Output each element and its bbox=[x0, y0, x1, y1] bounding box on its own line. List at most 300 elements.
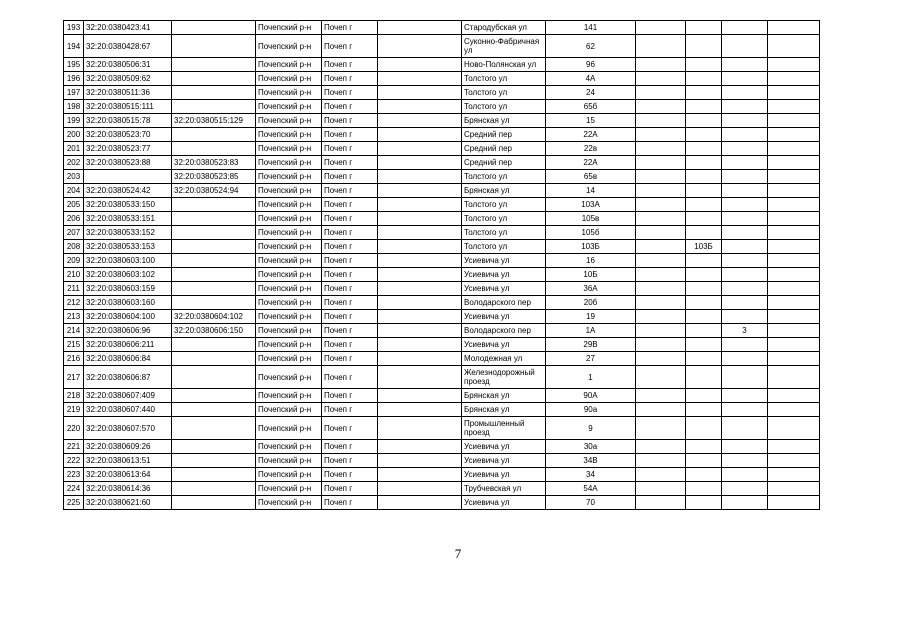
district-cell: Почепский р-н bbox=[256, 496, 322, 510]
empty-cell-cell bbox=[636, 310, 686, 324]
house-number-cell: 22в bbox=[546, 142, 636, 156]
empty-cell-cell bbox=[768, 389, 820, 403]
street-cell: Средний пер bbox=[462, 156, 546, 170]
empty-cell-cell bbox=[768, 184, 820, 198]
empty-cell-cell bbox=[378, 21, 462, 35]
empty-cell-cell bbox=[636, 282, 686, 296]
city-cell: Почеп г bbox=[322, 454, 378, 468]
empty-cell-cell bbox=[378, 128, 462, 142]
extra-value-cell bbox=[686, 142, 722, 156]
row-number-cell: 202 bbox=[64, 156, 84, 170]
house-number-cell: 14 bbox=[546, 184, 636, 198]
related-cadastral-number-cell bbox=[172, 100, 256, 114]
empty-cell-cell bbox=[768, 366, 820, 389]
cadastral-number-cell: 32:20:0380428:67 bbox=[84, 35, 172, 58]
table-row bbox=[64, 21, 820, 35]
city-cell: Почеп г bbox=[322, 324, 378, 338]
related-cadastral-number-cell: 32:20:0380524:94 bbox=[172, 184, 256, 198]
cadastral-number-cell: 32:20:0380423:41 bbox=[84, 21, 172, 35]
empty-cell-cell bbox=[636, 198, 686, 212]
related-cadastral-number-cell bbox=[172, 389, 256, 403]
cadastral-number-cell: 32:20:0380603:102 bbox=[84, 268, 172, 282]
cadastral-number-cell: 32:20:0380606:211 bbox=[84, 338, 172, 352]
city-cell: Почеп г bbox=[322, 403, 378, 417]
city-cell: Почеп г bbox=[322, 212, 378, 226]
related-cadastral-number-cell: 32:20:0380515:129 bbox=[172, 114, 256, 128]
table-row bbox=[64, 142, 820, 156]
extra-value-cell bbox=[686, 170, 722, 184]
extra-value-cell bbox=[722, 282, 768, 296]
empty-cell-cell bbox=[636, 170, 686, 184]
empty-cell-cell bbox=[378, 310, 462, 324]
table-row bbox=[64, 184, 820, 198]
city-cell: Почеп г bbox=[322, 114, 378, 128]
cadastral-number-cell: 32:20:0380533:151 bbox=[84, 212, 172, 226]
related-cadastral-number-cell: 32:20:0380604:102 bbox=[172, 310, 256, 324]
street-cell: Брянская ул bbox=[462, 403, 546, 417]
row-number-cell: 196 bbox=[64, 72, 84, 86]
empty-cell-cell bbox=[378, 496, 462, 510]
street-cell: Железнодорожный проезд bbox=[462, 366, 546, 389]
empty-cell-cell bbox=[768, 212, 820, 226]
house-number-cell: 90А bbox=[546, 389, 636, 403]
empty-cell-cell bbox=[378, 198, 462, 212]
extra-value-cell bbox=[722, 35, 768, 58]
related-cadastral-number-cell bbox=[172, 403, 256, 417]
empty-cell-cell bbox=[636, 496, 686, 510]
empty-cell-cell bbox=[768, 454, 820, 468]
street-cell: Трубчевская ул bbox=[462, 482, 546, 496]
district-cell: Почепский р-н bbox=[256, 198, 322, 212]
extra-value-cell bbox=[722, 184, 768, 198]
street-cell: Средний пер bbox=[462, 128, 546, 142]
extra-value-cell bbox=[686, 156, 722, 170]
street-cell: Стародубская ул bbox=[462, 21, 546, 35]
extra-value-cell bbox=[722, 226, 768, 240]
city-cell: Почеп г bbox=[322, 35, 378, 58]
cadastral-number-cell: 32:20:0380511:36 bbox=[84, 86, 172, 100]
empty-cell-cell bbox=[378, 417, 462, 440]
empty-cell-cell bbox=[636, 72, 686, 86]
district-cell: Почепский р-н bbox=[256, 482, 322, 496]
cadastral-number-cell: 32:20:0380613:51 bbox=[84, 454, 172, 468]
extra-value-cell bbox=[686, 282, 722, 296]
empty-cell-cell bbox=[768, 417, 820, 440]
row-number-cell: 203 bbox=[64, 170, 84, 184]
district-cell: Почепский р-н bbox=[256, 338, 322, 352]
city-cell: Почеп г bbox=[322, 156, 378, 170]
house-number-cell: 1А bbox=[546, 324, 636, 338]
row-number-cell: 220 bbox=[64, 417, 84, 440]
street-cell: Усиевича ул bbox=[462, 440, 546, 454]
empty-cell-cell bbox=[636, 156, 686, 170]
extra-value-cell bbox=[722, 142, 768, 156]
empty-cell-cell bbox=[768, 324, 820, 338]
row-number-cell: 222 bbox=[64, 454, 84, 468]
empty-cell-cell bbox=[768, 338, 820, 352]
extra-value-cell bbox=[722, 403, 768, 417]
row-number-cell: 206 bbox=[64, 212, 84, 226]
house-number-cell: 96 bbox=[546, 58, 636, 72]
cadastral-number-cell: 32:20:0380607:409 bbox=[84, 389, 172, 403]
cadastral-number-cell: 32:20:0380533:152 bbox=[84, 226, 172, 240]
empty-cell-cell bbox=[636, 226, 686, 240]
extra-value-cell bbox=[686, 184, 722, 198]
empty-cell-cell bbox=[636, 142, 686, 156]
related-cadastral-number-cell bbox=[172, 352, 256, 366]
street-cell: Молодежная ул bbox=[462, 352, 546, 366]
empty-cell-cell bbox=[378, 440, 462, 454]
related-cadastral-number-cell bbox=[172, 128, 256, 142]
empty-cell-cell bbox=[636, 21, 686, 35]
extra-value-cell bbox=[686, 268, 722, 282]
city-cell: Почеп г bbox=[322, 142, 378, 156]
cadastral-number-cell: 32:20:0380609:26 bbox=[84, 440, 172, 454]
empty-cell-cell bbox=[768, 226, 820, 240]
table-row bbox=[64, 403, 820, 417]
extra-value-cell bbox=[722, 72, 768, 86]
table-row bbox=[64, 389, 820, 403]
district-cell: Почепский р-н bbox=[256, 142, 322, 156]
empty-cell-cell bbox=[636, 403, 686, 417]
empty-cell-cell bbox=[636, 454, 686, 468]
district-cell: Почепский р-н bbox=[256, 468, 322, 482]
empty-cell-cell bbox=[636, 240, 686, 254]
cadastral-number-cell: 32:20:0380506:31 bbox=[84, 58, 172, 72]
house-number-cell: 141 bbox=[546, 21, 636, 35]
table-row bbox=[64, 86, 820, 100]
empty-cell-cell bbox=[768, 352, 820, 366]
cadastral-number-cell: 32:20:0380533:150 bbox=[84, 198, 172, 212]
street-cell: Усиевича ул bbox=[462, 310, 546, 324]
extra-value-cell bbox=[686, 403, 722, 417]
house-number-cell: 70 bbox=[546, 496, 636, 510]
extra-value-cell bbox=[722, 366, 768, 389]
empty-cell-cell bbox=[378, 254, 462, 268]
row-number-cell: 193 bbox=[64, 21, 84, 35]
empty-cell-cell bbox=[378, 184, 462, 198]
extra-value-cell bbox=[686, 338, 722, 352]
table-row bbox=[64, 240, 820, 254]
row-number-cell: 223 bbox=[64, 468, 84, 482]
empty-cell-cell bbox=[378, 240, 462, 254]
city-cell: Почеп г bbox=[322, 100, 378, 114]
table-row bbox=[64, 35, 820, 58]
house-number-cell: 30а bbox=[546, 440, 636, 454]
city-cell: Почеп г bbox=[322, 366, 378, 389]
cadastral-number-cell: 32:20:0380607:570 bbox=[84, 417, 172, 440]
empty-cell-cell bbox=[768, 21, 820, 35]
street-cell: Усиевича ул bbox=[462, 454, 546, 468]
empty-cell-cell bbox=[636, 389, 686, 403]
empty-cell-cell bbox=[768, 114, 820, 128]
empty-cell-cell bbox=[768, 403, 820, 417]
empty-cell-cell bbox=[378, 324, 462, 338]
cadastral-number-cell: 32:20:0380515:111 bbox=[84, 100, 172, 114]
empty-cell-cell bbox=[636, 35, 686, 58]
house-number-cell: 36А bbox=[546, 282, 636, 296]
district-cell: Почепский р-н bbox=[256, 366, 322, 389]
row-number-cell: 195 bbox=[64, 58, 84, 72]
street-cell: Толстого ул bbox=[462, 72, 546, 86]
city-cell: Почеп г bbox=[322, 310, 378, 324]
street-cell: Усиевича ул bbox=[462, 496, 546, 510]
related-cadastral-number-cell bbox=[172, 35, 256, 58]
table-row bbox=[64, 128, 820, 142]
row-number-cell: 208 bbox=[64, 240, 84, 254]
city-cell: Почеп г bbox=[322, 21, 378, 35]
empty-cell-cell bbox=[378, 389, 462, 403]
extra-value-cell bbox=[686, 454, 722, 468]
related-cadastral-number-cell bbox=[172, 268, 256, 282]
empty-cell-cell bbox=[768, 100, 820, 114]
street-cell: Средний пер bbox=[462, 142, 546, 156]
row-number-cell: 212 bbox=[64, 296, 84, 310]
house-number-cell: 20б bbox=[546, 296, 636, 310]
house-number-cell: 62 bbox=[546, 35, 636, 58]
related-cadastral-number-cell: 32:20:0380606:150 bbox=[172, 324, 256, 338]
extra-value-cell bbox=[722, 440, 768, 454]
row-number-cell: 199 bbox=[64, 114, 84, 128]
city-cell: Почеп г bbox=[322, 468, 378, 482]
extra-value-cell bbox=[722, 254, 768, 268]
related-cadastral-number-cell bbox=[172, 226, 256, 240]
empty-cell-cell bbox=[378, 352, 462, 366]
house-number-cell: 103А bbox=[546, 198, 636, 212]
district-cell: Почепский р-н bbox=[256, 226, 322, 240]
extra-value-cell bbox=[722, 156, 768, 170]
empty-cell-cell bbox=[768, 440, 820, 454]
row-number-cell: 198 bbox=[64, 100, 84, 114]
extra-value-cell bbox=[722, 352, 768, 366]
cadastral-number-cell: 32:20:0380515:78 bbox=[84, 114, 172, 128]
row-number-cell: 219 bbox=[64, 403, 84, 417]
related-cadastral-number-cell bbox=[172, 72, 256, 86]
cadastral-number-cell: 32:20:0380509:62 bbox=[84, 72, 172, 86]
extra-value-cell bbox=[722, 338, 768, 352]
house-number-cell: 16 bbox=[546, 254, 636, 268]
district-cell: Почепский р-н bbox=[256, 454, 322, 468]
cadastral-number-cell: 32:20:0380523:70 bbox=[84, 128, 172, 142]
cadastral-number-cell: 32:20:0380621:60 bbox=[84, 496, 172, 510]
extra-value-cell bbox=[722, 128, 768, 142]
row-number-cell: 204 bbox=[64, 184, 84, 198]
empty-cell-cell bbox=[636, 468, 686, 482]
related-cadastral-number-cell bbox=[172, 240, 256, 254]
house-number-cell: 1 bbox=[546, 366, 636, 389]
district-cell: Почепский р-н bbox=[256, 184, 322, 198]
extra-value-cell bbox=[686, 310, 722, 324]
city-cell: Почеп г bbox=[322, 417, 378, 440]
extra-value-cell bbox=[686, 440, 722, 454]
empty-cell-cell bbox=[636, 366, 686, 389]
row-number-cell: 211 bbox=[64, 282, 84, 296]
row-number-cell: 218 bbox=[64, 389, 84, 403]
house-number-cell: 54А bbox=[546, 482, 636, 496]
empty-cell-cell bbox=[636, 100, 686, 114]
district-cell: Почепский р-н bbox=[256, 156, 322, 170]
extra-value-cell bbox=[722, 86, 768, 100]
extra-value-cell bbox=[722, 417, 768, 440]
empty-cell-cell bbox=[768, 35, 820, 58]
row-number-cell: 215 bbox=[64, 338, 84, 352]
row-number-cell: 221 bbox=[64, 440, 84, 454]
street-cell: Усиевича ул bbox=[462, 268, 546, 282]
related-cadastral-number-cell bbox=[172, 417, 256, 440]
district-cell: Почепский р-н bbox=[256, 58, 322, 72]
table-row bbox=[64, 282, 820, 296]
row-number-cell: 201 bbox=[64, 142, 84, 156]
table-row bbox=[64, 58, 820, 72]
empty-cell-cell bbox=[378, 403, 462, 417]
table-row bbox=[64, 72, 820, 86]
city-cell: Почеп г bbox=[322, 58, 378, 72]
district-cell: Почепский р-н bbox=[256, 212, 322, 226]
empty-cell-cell bbox=[768, 496, 820, 510]
cadastral-number-cell bbox=[84, 170, 172, 184]
empty-cell-cell bbox=[636, 268, 686, 282]
street-cell: Толстого ул bbox=[462, 198, 546, 212]
empty-cell-cell bbox=[378, 226, 462, 240]
extra-value-cell bbox=[722, 114, 768, 128]
empty-cell-cell bbox=[636, 128, 686, 142]
district-cell: Почепский р-н bbox=[256, 417, 322, 440]
empty-cell-cell bbox=[768, 296, 820, 310]
empty-cell-cell bbox=[768, 240, 820, 254]
row-number-cell: 200 bbox=[64, 128, 84, 142]
empty-cell-cell bbox=[378, 35, 462, 58]
street-cell: Толстого ул bbox=[462, 240, 546, 254]
district-cell: Почепский р-н bbox=[256, 389, 322, 403]
related-cadastral-number-cell bbox=[172, 296, 256, 310]
street-cell: Усиевича ул bbox=[462, 468, 546, 482]
table-row bbox=[64, 296, 820, 310]
extra-value-cell bbox=[722, 482, 768, 496]
empty-cell-cell bbox=[636, 114, 686, 128]
table-row bbox=[64, 170, 820, 184]
extra-value-cell bbox=[722, 268, 768, 282]
district-cell: Почепский р-н bbox=[256, 86, 322, 100]
extra-value-cell bbox=[722, 170, 768, 184]
table-row bbox=[64, 496, 820, 510]
street-cell: Толстого ул bbox=[462, 226, 546, 240]
house-number-cell: 19 bbox=[546, 310, 636, 324]
extra-value-cell bbox=[686, 21, 722, 35]
street-cell: Промышленный проезд bbox=[462, 417, 546, 440]
row-number-cell: 207 bbox=[64, 226, 84, 240]
extra-value-cell bbox=[686, 212, 722, 226]
table-row bbox=[64, 310, 820, 324]
related-cadastral-number-cell: 32:20:0380523:85 bbox=[172, 170, 256, 184]
street-cell: Усиевича ул bbox=[462, 338, 546, 352]
district-cell: Почепский р-н bbox=[256, 128, 322, 142]
empty-cell-cell bbox=[378, 86, 462, 100]
empty-cell-cell bbox=[378, 366, 462, 389]
extra-value-cell bbox=[722, 454, 768, 468]
related-cadastral-number-cell bbox=[172, 482, 256, 496]
cadastral-number-cell: 32:20:0380606:84 bbox=[84, 352, 172, 366]
city-cell: Почеп г bbox=[322, 184, 378, 198]
city-cell: Почеп г bbox=[322, 338, 378, 352]
table-row bbox=[64, 324, 820, 338]
related-cadastral-number-cell bbox=[172, 454, 256, 468]
cadastral-number-cell: 32:20:0380523:88 bbox=[84, 156, 172, 170]
house-number-cell: 27 bbox=[546, 352, 636, 366]
extra-value-cell bbox=[686, 324, 722, 338]
street-cell: Брянская ул bbox=[462, 184, 546, 198]
empty-cell-cell bbox=[768, 282, 820, 296]
row-number-cell: 216 bbox=[64, 352, 84, 366]
extra-value-cell bbox=[686, 417, 722, 440]
empty-cell-cell bbox=[378, 100, 462, 114]
city-cell: Почеп г bbox=[322, 240, 378, 254]
related-cadastral-number-cell bbox=[172, 142, 256, 156]
extra-value-cell bbox=[722, 468, 768, 482]
extra-value-cell bbox=[686, 198, 722, 212]
district-cell: Почепский р-н bbox=[256, 170, 322, 184]
row-number-cell: 210 bbox=[64, 268, 84, 282]
extra-value-cell bbox=[722, 240, 768, 254]
district-cell: Почепский р-н bbox=[256, 310, 322, 324]
table-row bbox=[64, 482, 820, 496]
related-cadastral-number-cell bbox=[172, 366, 256, 389]
empty-cell-cell bbox=[378, 454, 462, 468]
house-number-cell: 34В bbox=[546, 454, 636, 468]
empty-cell-cell bbox=[768, 198, 820, 212]
empty-cell-cell bbox=[636, 212, 686, 226]
related-cadastral-number-cell bbox=[172, 212, 256, 226]
extra-value-cell bbox=[722, 212, 768, 226]
city-cell: Почеп г bbox=[322, 72, 378, 86]
city-cell: Почеп г bbox=[322, 170, 378, 184]
empty-cell-cell bbox=[768, 86, 820, 100]
table-row bbox=[64, 338, 820, 352]
extra-value-cell bbox=[686, 86, 722, 100]
city-cell: Почеп г bbox=[322, 296, 378, 310]
row-number-cell: 224 bbox=[64, 482, 84, 496]
empty-cell-cell bbox=[636, 338, 686, 352]
empty-cell-cell bbox=[768, 128, 820, 142]
related-cadastral-number-cell bbox=[172, 440, 256, 454]
city-cell: Почеп г bbox=[322, 268, 378, 282]
cadastral-number-cell: 32:20:0380607:440 bbox=[84, 403, 172, 417]
cadastral-number-cell: 32:20:0380524:42 bbox=[84, 184, 172, 198]
extra-value-cell bbox=[686, 58, 722, 72]
cadastral-number-cell: 32:20:0380606:87 bbox=[84, 366, 172, 389]
cadastral-number-cell: 32:20:0380533:153 bbox=[84, 240, 172, 254]
extra-value-cell bbox=[722, 21, 768, 35]
extra-value-cell bbox=[686, 72, 722, 86]
house-number-cell: 65в bbox=[546, 170, 636, 184]
district-cell: Почепский р-н bbox=[256, 268, 322, 282]
house-number-cell: 65б bbox=[546, 100, 636, 114]
street-cell: Брянская ул bbox=[462, 389, 546, 403]
house-number-cell: 105б bbox=[546, 226, 636, 240]
city-cell: Почеп г bbox=[322, 482, 378, 496]
table-row bbox=[64, 366, 820, 389]
page-number: 7 bbox=[454, 546, 462, 561]
district-cell: Почепский р-н bbox=[256, 352, 322, 366]
street-cell: Володарского пер bbox=[462, 324, 546, 338]
empty-cell-cell bbox=[636, 352, 686, 366]
extra-value-cell bbox=[686, 114, 722, 128]
street-cell: Толстого ул bbox=[462, 170, 546, 184]
city-cell: Почеп г bbox=[322, 352, 378, 366]
row-number-cell: 225 bbox=[64, 496, 84, 510]
empty-cell-cell bbox=[768, 142, 820, 156]
cadastral-number-cell: 32:20:0380603:100 bbox=[84, 254, 172, 268]
related-cadastral-number-cell bbox=[172, 338, 256, 352]
